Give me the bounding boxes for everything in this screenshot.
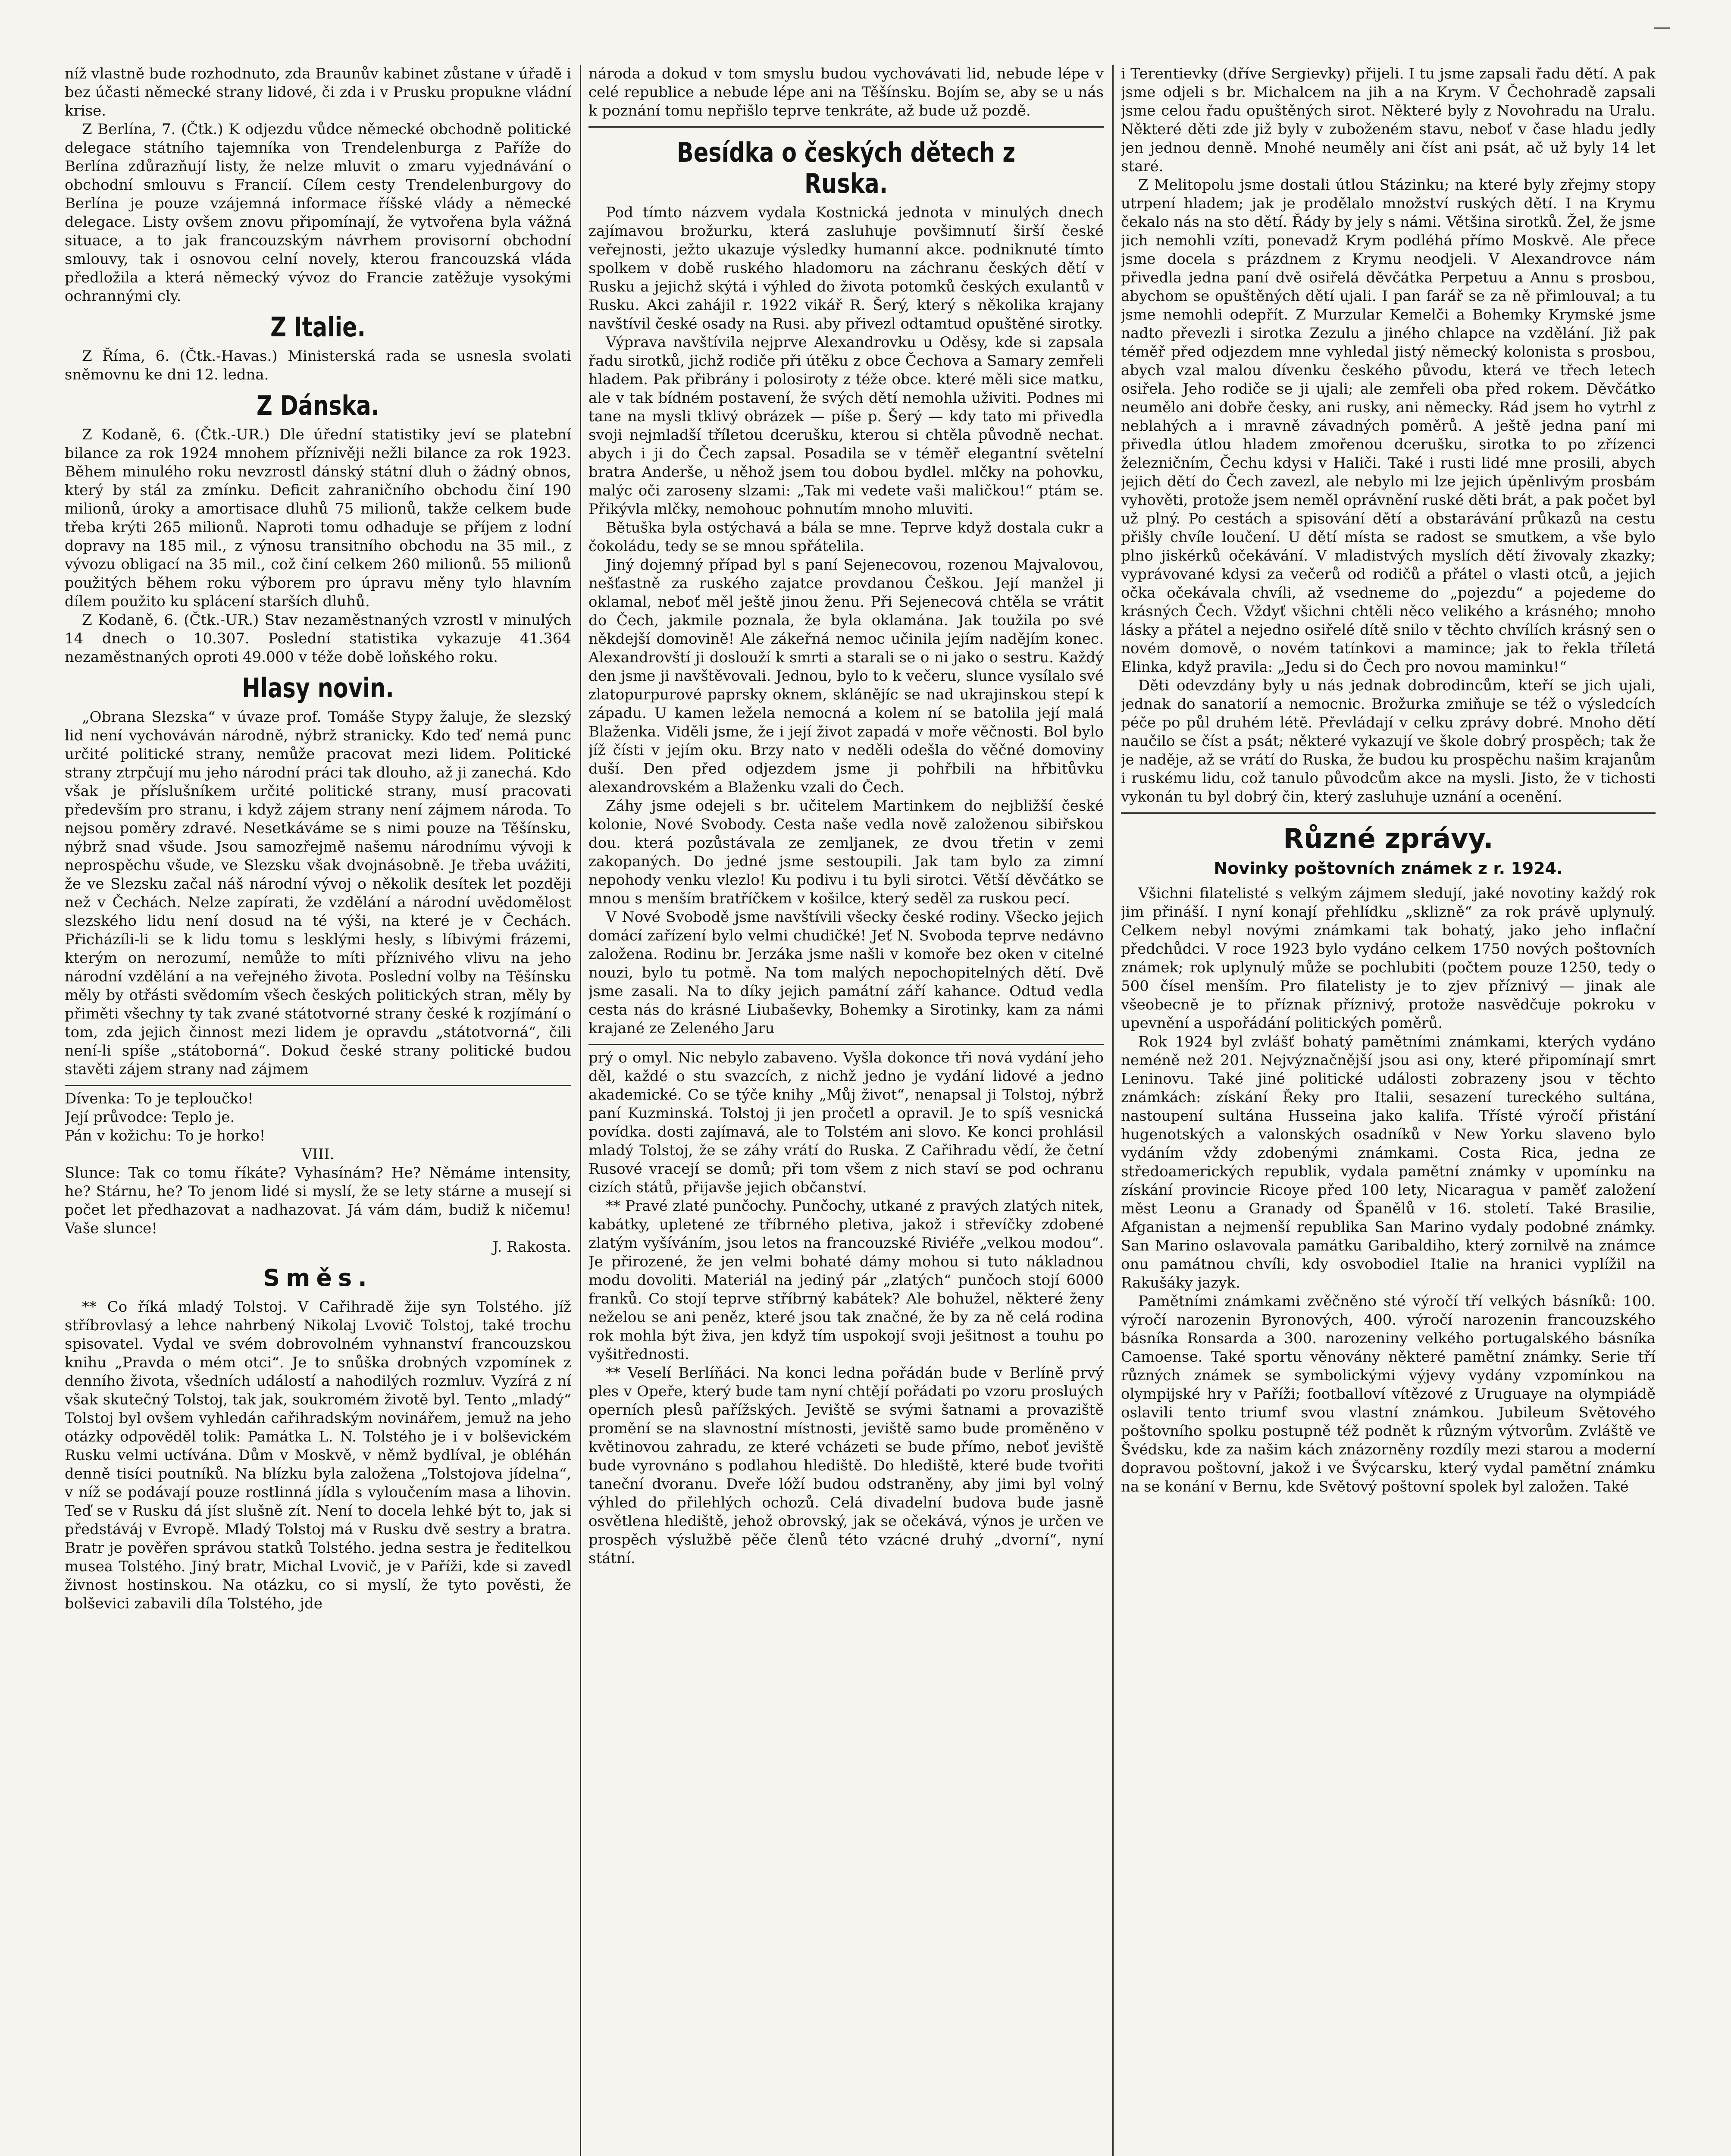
- besidka-paragraph: Výprava navštívila nejprve Alexandrovku u Oděsy, kde si zapsala řadu sirotků, jichž rodiče při útěku z obce Čechova a Samary zemřeli hladem. Pak přibrány i polosiroty z téže obce. které měli sice matku, ale v tak bídném postavení, že svých dětí nemohla uživiti. Podnes mi tane na mysli tklivý obrázek — píše p. Šerý — kdy tato mi přivedla svoji nejmladší tříletou dcerušku, kterou si chtěla původně nechat. abych i ji do Čech zapsal. Posadila se v téměř elegantní světelní bratra Anderše, u něhož jsem tou dobou bydlel. mlčky na pohovku, malýc oči zaroseny slzami: „Tak mi vedete vaši maličkou!“ ptám se. Přikývla mlčky, nemohouc pohnutím mnoho mluviti.: [588, 334, 1104, 518]
- heading-ruzne-zpravy: Různé zprávy.: [1283, 823, 1493, 854]
- press-voices-paragraph: „Obrana Slezska“ v úvaze prof. Tomáše Stypy žaluje, že slezský lid není vychováván národně, nýbrž stranicky. Kdo teď nemá punc určité politické strany, nemůže pracovat mezi lidem. Politické strany ztrpčují mu jeho národní práci tak dlouho, až ji zanechá. Kdo však je příslušníkem určité politické strany, musí pracovati především pro stranu, i když zájem strany není zájmem národa. To nejsou poměry zdravé. Nesetkáváme se s nimi pouze na Těšínsku, nýbrž snad všude. Jsou samozřejmě našemu národnímu vývoji k neprospěchu všude, ve Slezsku však dvojnásobně. Je třeba uvážiti, že ve Slezsku začal náš národní vývoj o několik desítek let později než v Čechách. Nelze zapírati, že vzdělání a národní uvědomělost slezského lidu není dosud na té výši, na které je v Čechách. Přicházíli-li se k lidu tomu s lesklými hesly, s líbivými frázemi, kterým on nerozumí, nemůže to míti příznivého vlivu na jeho národní vzdělání a na veřejného života. Poslední volby na Těšínsku měly by otřásti svědomím všech českých politických stran, měly by přiměti všechny ty tak zvané státotvorné strany české k rozjímání o tom, zda jejich činnost mezi lidem je opravdu „státotvorná“, čili není-li spíše „státoborná“. Dokud české strany politické budou stavěti zájem strany nad zájmem: [65, 708, 571, 1078]
- continued-paragraph: i Terentievky (dříve Sergievky) přijeli. I tu jsme zapsali řadu dětí. A pak jsme odjeli s br. Michalcem na jih a na Krym. V Čechohradě zapsali jsme celou řadu opuštěných sirot. Některé byly z Novohradu na Uralu. Některé děti zde již byly v zuboženém stavu, neboť v čase hladu jedly jen jednou denně. Mnohé neuměly ani číst ani psát, ač už byly 14 let staré.: [1121, 65, 1656, 175]
- newspaper-page: [65, 65, 1656, 2156]
- golden-stockings-article: ** Pravé zlaté punčochy. Punčochy, utkané z pravých zlatých nitek, kabátky, upletené ze tříbrného pletiva, jakož i střevíčky zdobené zlatým vyšíváním, jsou letos na francouzské Riviéře „velkou modou“. Je přirozené, že jen velmi bohaté dámy mohou si tuto nákladnou modu dovoliti. Materiál na jediný pár „zlatých“ punčoch stojí 6000 franků. Co stojí teprve stříbrný kabátek? Ale bohužel, některé ženy neželou se ani peněz, které jsou tak značné, že by za ně celá rodina rok mohla být živa, jen když tím uspokojí svoji ješitnost a touhu po vyšitřednosti.: [588, 1197, 1104, 1363]
- besidka-paragraph: Pod tímto názvem vydala Kostnická jednota v minulých dnech zajímavou brožurku, která zasluhuje povšimnutí širší české veřejnosti, ježto ukazuje výsledky humanní akce. podniknuté tímto spolkem v době ruského hladomoru na záchranu českých dětí v Rusku a jejichž skýtá i výhled do života potomků českých exulantů v Rusku. Akci zahájil r. 1922 vikář R. Šerý, který s několika krajany navštívil české osady na Rusi. aby přivezl odtamtud opuštěné sirotky.: [588, 204, 1104, 332]
- intro-paragraph: níž vlastně bude rozhodnuto, zda Braunův kabinet zůstane v úřadě i bez účasti německé strany lidové, či zda i v Prusku propukne vládní krise.: [65, 65, 571, 119]
- column-2: [588, 65, 1104, 2156]
- besidka-paragraph: V Nové Svobodě jsme navštívili všecky české rodiny. Všecko jejich domácí zařízení bylo velmi chudičké! Jeť N. Svoboda teprve nedávno založena. Rodinu br. Jerzáka jsme našli v komoře bez oken v citelné nouzi, bylo tu potmě. Na tom malých nepochopitelných dětí. Dvě jsme zasali. Na to díky jejich památní září kahance. Odtud vedla cesta nás do krásné Liubaševky, Bohemky a Sirotinky, kam za námi krajané ze Zeleného Jaru: [588, 909, 1104, 1037]
- column-rule: [580, 65, 581, 2156]
- copenhagen-report-1: Z Kodaně, 6. (Čtk.-UR.) Dle úřední statistiky jeví se platební bilance za rok 1924 mnohem příznivěji nežli bilance za rok 1923. Během minulého roku nevzrostl dánský státní dluh o žádný obnos, který by stál za zmínku. Deficit zahraničního obchodu činí 190 milionů, úroky a amortisace dluhů 75 milionů, takže celkem bude třeba krýti 265 milionů. Naproti tomu odhaduje se příjem z lodní dopravy na 185 mil., z výnosu transitního obchodu na 35 mil., z vývozu obligací na 35 mil., což činí celkem 260 milionů. 55 milionů použitých během roku výborem pro úpravu měny tylo hlavním dílem použito ku splácení starších dluhů.: [65, 426, 571, 610]
- rome-report: Z Říma, 6. (Čtk.-Havas.) Ministerská rada se usnesla svolati sněmovnu ke dni 12. ledna.: [65, 348, 571, 383]
- besidka-paragraph: Záhy jsme odejeli s br. učitelem Martinkem do nejbližší české kolonie, Nové Svobody. Cesta naše vedla nově založenou sibiřskou dou. která pozůstávala ze zemljanek, ze dvou třetin v zemi zakopaných. Do jedné jsme sestoupili. Jak tam bylo za zimní nepohody venku vlezlo! Ku podivu i tu byli sirotci. Větší děvčátko se mnou s menším bratříčkem v košilce, který seděl za ruskou pecí.: [588, 797, 1104, 907]
- stamps-paragraph: Pamětními známkami zvěčněno sté výročí tří velkých básníků: 100. výročí narozenin Byronových, 400. výročí narozenin francouzského básníka Ronsarda a 300. narozeniny velkého portugalského básníka Camoense. Také sportu věnovány některé pamětní známky. Serie tří různých známek se symbolickými výjevy vydány vzpomínkou na olympijské hry v Paříži; footballoví vítězové z Uruguaye na olympiádě oslavili tento triumf svou vlastní známkou. Jubileum Světového poštovního spolku postupně též podnět k různým výtvorům. Zvláště ve Švédsku, kde za našim kách znázorněny rozdíly mezi starou a moderní dopravou poštovní, jakož i ve Švýcarsku, který vydal pamětní známku na se konání v Bernu, kde Světový poštovní spolek byl založen. Také: [1121, 1293, 1656, 1495]
- poem-section-number: VIII.: [301, 1146, 335, 1163]
- heading-dansko: Z Dánska.: [257, 390, 379, 421]
- heading-smes: Směs.: [263, 1264, 373, 1291]
- lower-section: [588, 1044, 1104, 1568]
- page-mark: —: [1653, 17, 1671, 37]
- besidka-paragraph: Jiný dojemný případ byl s paní Sejenecovou, rozenou Majvalovou, nešťastně za ruského zajatce provdanou Češkou. Její manžel ji oklamal, neboť měl ještě jinou ženu. Při Sejenecová chtěla se vrátit do Čech, jakmile poznala, že byla oklamána. Jak toužila po své někdejší domovině! Ale zákeřná nemoc učinila jejím nadějím konec. Alexandrovští ji doslouží k smrti a starali se o ni jako o sestru. Každý den jsme ji navštěvovali. Jednou, bylo to k večeru, slunce vysílalo své zlatopurpurové paprsky oknem, sklánějíc se nad ukrajinskou stepí k západu. U kamen ležela nemocná a kolem ní se batolila její malá Blaženka. Viděli jsme, že i její život zapadá v moře věčnosti. Bol bylo jíž čísti v jejím oku. Brzy nato v neděli odešla do věčné domoviny duší. Den před odjezdem jsme ji pohřbili na hřbitůvku alexandrovském a Blaženku vzali do Čech.: [588, 556, 1104, 796]
- poem-signature: J. Rakosta.: [492, 1238, 571, 1256]
- copenhagen-report-2: Z Kodaně, 6. (Čtk.-UR.) Stav nezaměstnaných vzrostl v minulých 14 dnech o 10.307. Poslední statistika vykazuje 41.364 nezaměstnaných oproti 49.000 v téže době loňského roku.: [65, 611, 571, 666]
- column-rule: [1112, 65, 1114, 2156]
- column-3: [1121, 65, 1656, 2156]
- poem-line: Její průvodce: Teplo je.: [65, 1109, 235, 1126]
- heading-italie: Z Italie.: [270, 311, 366, 343]
- besidka-paragraph: Bětuška byla ostýchavá a bála se mne. Teprve když dostala cukr a čokoládu, tedy se se mnou spřátelila.: [588, 519, 1104, 555]
- heading-hlasy-novin: Hlasy novin.: [242, 672, 394, 704]
- berlin-ball-article: ** Veselí Berlíňáci. Na konci ledna pořádán bude v Berlíně prvý ples v Opeře, který bude tam nyní chtějí pořádati po vzoru prosluých operních plesů pařížských. Jeviště se svými šatnami a provaziště promění se na slavnostní místnosti, jeviště samo bude proměněno v květinovou zahradu, ze které vcházeti se bude přímo, neboť jeviště bude vyrovnáno s podlahou hlediště. Do hlediště, které bude tvořiti taneční dvoranu. Dveře lóží budou odstraněny, aby jimi byl volný výhled do přilehlých ochozů. Celá divadelní budova bude jasně osvětlena hlediště, jehož obrovský, jak se očekává, výnos je určen ve prospěch výslužbě pěče členů této vzácné druhý „dvorní“, nyní státní.: [588, 1364, 1104, 1567]
- column-1: [65, 65, 571, 2156]
- tolstoj-article: ** Co říká mladý Tolstoj. V Cařihradě žije syn Tolstého. jíž stříbrovlasý a lehce nahrbený Nikolaj Lvovič Tolstoj, také trochu spisovatel. Vydal ve svém dobrovolném vyhnanství francouzskou knihu „Pravda o mém otci“. Je to snůška drobných vzpomínek z denního života, všedních událostí a nahodilých rozmluv. Vyzírá z ní však skutečný Tolstoj, tak jak, soukromém životě byl. Tento „mladý“ Tolstoj byl ovšem vyhledán cařihradským novinářem, jemuž na jeho otázky odpověděl tolik: Památka L. N. Tolstého je i v bolševickém Rusku velmi uctívána. Dům v Moskvě, v němž bydlíval, je obléhán denně tisíci poutníků. Na blízku byla založena „Tolstojova jídelna“, v níž se podávají pouze rostlinná jídla s vyloučením masa a lihovin. Teď se v Rusku dá jíst slušně zít. Není to docela lehké být to, jak si předstáváj v Evropě. Mladý Tolstoj má v Rusku dvě sestry a bratra. Bratr je pověřen správou statků Tolstého. jedna sestra je ředitelkou musea Tolstého. Jiný bratr, Michal Lvovič, je v Paříži, kde si zavedl živnost hostinskou. Na otázku, co si myslí, že tyto pověsti, že bolševici zabavili díla Tolstého, jde: [65, 1298, 571, 1612]
- stamps-paragraph: Rok 1924 byl zvlášť bohatý pamětními známkami, kterých vydáno neméně než 201. Nejvýznačnější jsou asi ony, které připomínají smrt Leninovu. Také jiné politické události zobrazeny jsou v těchto známkách: získání Řeky pro Italii, sesazení tureckého sultána, nastoupení sultána Husseina jako kalifa. Třísté výročí přistání hugenotských a valonských osadníků v New Yorku slaveno bylo vydáním vždy zdobenými známkami. Costa Rica, jedna ze středoamerických republik, vydala pamětní známky v upomínku na získání provincie Ricoye před 100 lety, Nicaragua v paměť založení měst Leonu a Granady od Španělů v 16. století. Také Brasilie, Afganistan a nejmenší republika San Marino vydaly podobné známky. San Marino oslavovala památku Garibaldiho, který zornilvě na známce onu památnou chvíli, kdy osvobodiel Italie na hranici vyplížil na Rakušáky jazyk.: [1121, 1033, 1656, 1291]
- section-divider: [1121, 812, 1656, 817]
- poem-line: Slunce: Tak co tomu říkáte? Vyhasínám? He? Němáme intensity, he? Stárnu, he? To jenom lidé si myslí, že se lety stárne a musejí si počet let předhazovat a nadhazovat. Já vám dám, budiž k ničemu! Vaše slunce!: [65, 1164, 571, 1237]
- besidka-paragraph: Z Melitopolu jsme dostali útlou Stázinku; na které byly zřejmy stopy utrpení hladem; jak je prodělalo množství ruských dětí. I na Krymu čekalo nás na sto dětí. Řády by jely s námi. Většina sirotků. Žel, že jsme jich nemohli vzíti, ponevadž Krym podléhá přímo Moskvě. Ale přece jsme docela s prázdnem z Krymu neodjeli. V Alexandrovce nám přivedla jedna paní dvě osiřelá děvčátka Perpetuu a Annu s prosbou, abychom se opuštěných dětí ujali. I pan farář se za ně přimlouval; a tu jsme nemohli odepřít. Z Murzular Kemelči a Bohemky Krymské jsme nadto převezli i sirotka Zezulu a jiného chlapce na vzdělání. Již pak téměř před odjezdem mne vyhledal jistý německý kolonista s prosbou, abych vzal malou dívenku českého původu, která ve třech letech osiřela. Jeho rodiče se ji ujali; ale zemřeli oba před rokem. Děvčátko neumělo ani dobře česky, ani rusky, ani německy. Rád jsem ho vytrhl z neblahých a i mravně závadných poměrů. A ještě jedna paní mi přivedla útlou hladem zmořenou dcerušku, sirotka to po zřízenci železničním, Čechu kdysi v Haliči. Také i rusti lidé mne prosili, abych jejich dětí do Čech zavezl, ale nebylo mi lze jejich úpěnlivým prosbám vyhověti, protože jsem neměl oprávnění ruské děti brát, a pak počet byl už plný. Po cestách a spisování dětí a obstarávání průkazů na cestu přišly chvíle loučení. U dětí místa se radost se smutkem, a vše bylo plno jiskérků očekávání. V mladistvých myslích dětí živovaly zkazky; vyprávované kdysi za večerů od rodičů a přátel o vlasti otců, a jejich očka očekávala chvíli, až vsedneme do „pojezdu“ a pojedeme do krásných Čech. Vždyť všichni chtěli něco velikého a krásného; mnoho lásky a přátel a nejedno osiřelé dítě snilo v těchto chvílích krásný sen o novém domově, o novém tatínkovi a mamince; jak to řekla tříletá Elinka, když pravila: „Jedu si do Čech pro novou maminku!“: [1121, 176, 1656, 676]
- section-divider: [588, 126, 1104, 131]
- besidka-paragraph: Děti odevzdány byly u nás jednak dobrodincům, kteří se jich ujali, jednak do sanatorií a nemocnic. Brožurka zmiňuje se též o výsledcích péče po půl druhém létě. Převládají v celku zprávy dobré. Mnoho dětí naučilo se číst a psát; některé vykazují ve škole dobrý prospěch; tak že je naděje, až se vrátí do Ruska, že budou ku prospěchu našim krajanům i ruskému lidu, což tanulo původcům akce na mysli. Jisto, že v tichosti vykonán tu byl dobrý čin, který zasluhuje uznání a ocenění.: [1121, 677, 1656, 805]
- heading-besidka: Besídka o českých dětech z Ruska.: [677, 137, 1015, 199]
- feuilleton-poem: [65, 1085, 571, 1257]
- subheading-stamps: Novinky poštovních známek z r. 1924.: [1214, 859, 1563, 878]
- smes-continued-paragraph: prý o omyl. Nic nebylo zabaveno. Vyšla dokonce tři nová vydání jeho děl, každé o stu svazcích, z nichž jedno je vydání lidové a jedno akademické. Co se týče knihy „Můj život“, nenapsal ji Tolstoj, nýbrž paní Kuzminská. Tolstoj ji jen pročetl a opravil. Je to spíš vesnická povídka. dosti zajímavá, ale to Tolstém ani slovo. Ke konci prohlásil mladý Tolstoj, že se záhy vrátí do Ruska. Z Cařihradu vědí, že četní Rusové vracejí se domů; při tom všem z nich staví se pod ochranu cizích států, přijavše jejich občanství.: [588, 1049, 1104, 1196]
- poem-line: Dívenka: To je teploučko!: [65, 1090, 254, 1107]
- continued-paragraph: národa a dokud v tom smyslu budou vychovávati lid, nebude lépe v celé republice a nebude lépe ani na Těšínsku. Bojím se, aby se u nás k poznání tomu nepřišlo teprve tenkráte, až bude už pozdě.: [588, 65, 1104, 119]
- berlin-report: Z Berlína, 7. (Čtk.) K odjezdu vůdce německé obchodně politické delegace státního tajemníka von Trendelenburga z Paříže do Berlína zdůrazňují listy, že nelze mluvit o zmaru vyjednávání o obchodní smlouvu s Francií. Cílem cesty Trendelenburgovy do Berlína je pouze vzájemná informace říšské vlády a německé delegace. Listy ovšem znovu připomínají, že vytvořena byla vážná situace, a to jak francouzským návrhem provisorní obchodní smlouvy, tak i osnovou celní novely, kterou francouzská vláda předložila a která německý vývoz do Francie zatěžuje vysokými ochrannými cly.: [65, 121, 571, 305]
- poem-line: Pán v kožichu: To je horko!: [65, 1127, 266, 1144]
- stamps-paragraph: Všichni filatelisté s velkým zájmem sledují, jaké novotiny každý rok jim přináší. I nyní konají přehlídku „sklizně“ za rok právě uplynulý. Celkem nebyl novými známkami tak bohatý, jako jeho inflační předchůdci. V roce 1923 bylo vydáno celkem 1750 nových poštovních známek; rok uplynulý může se pochlubiti (počtem pouze 1250, tedy o 500 čísel menším. Pro filatelisty je to zjev příznivý — jinak ale všeobecně je to příznak příznivý, protože nasvědčuje pokroku v upevnění a uspořádání politických poměrů.: [1121, 885, 1656, 1032]
